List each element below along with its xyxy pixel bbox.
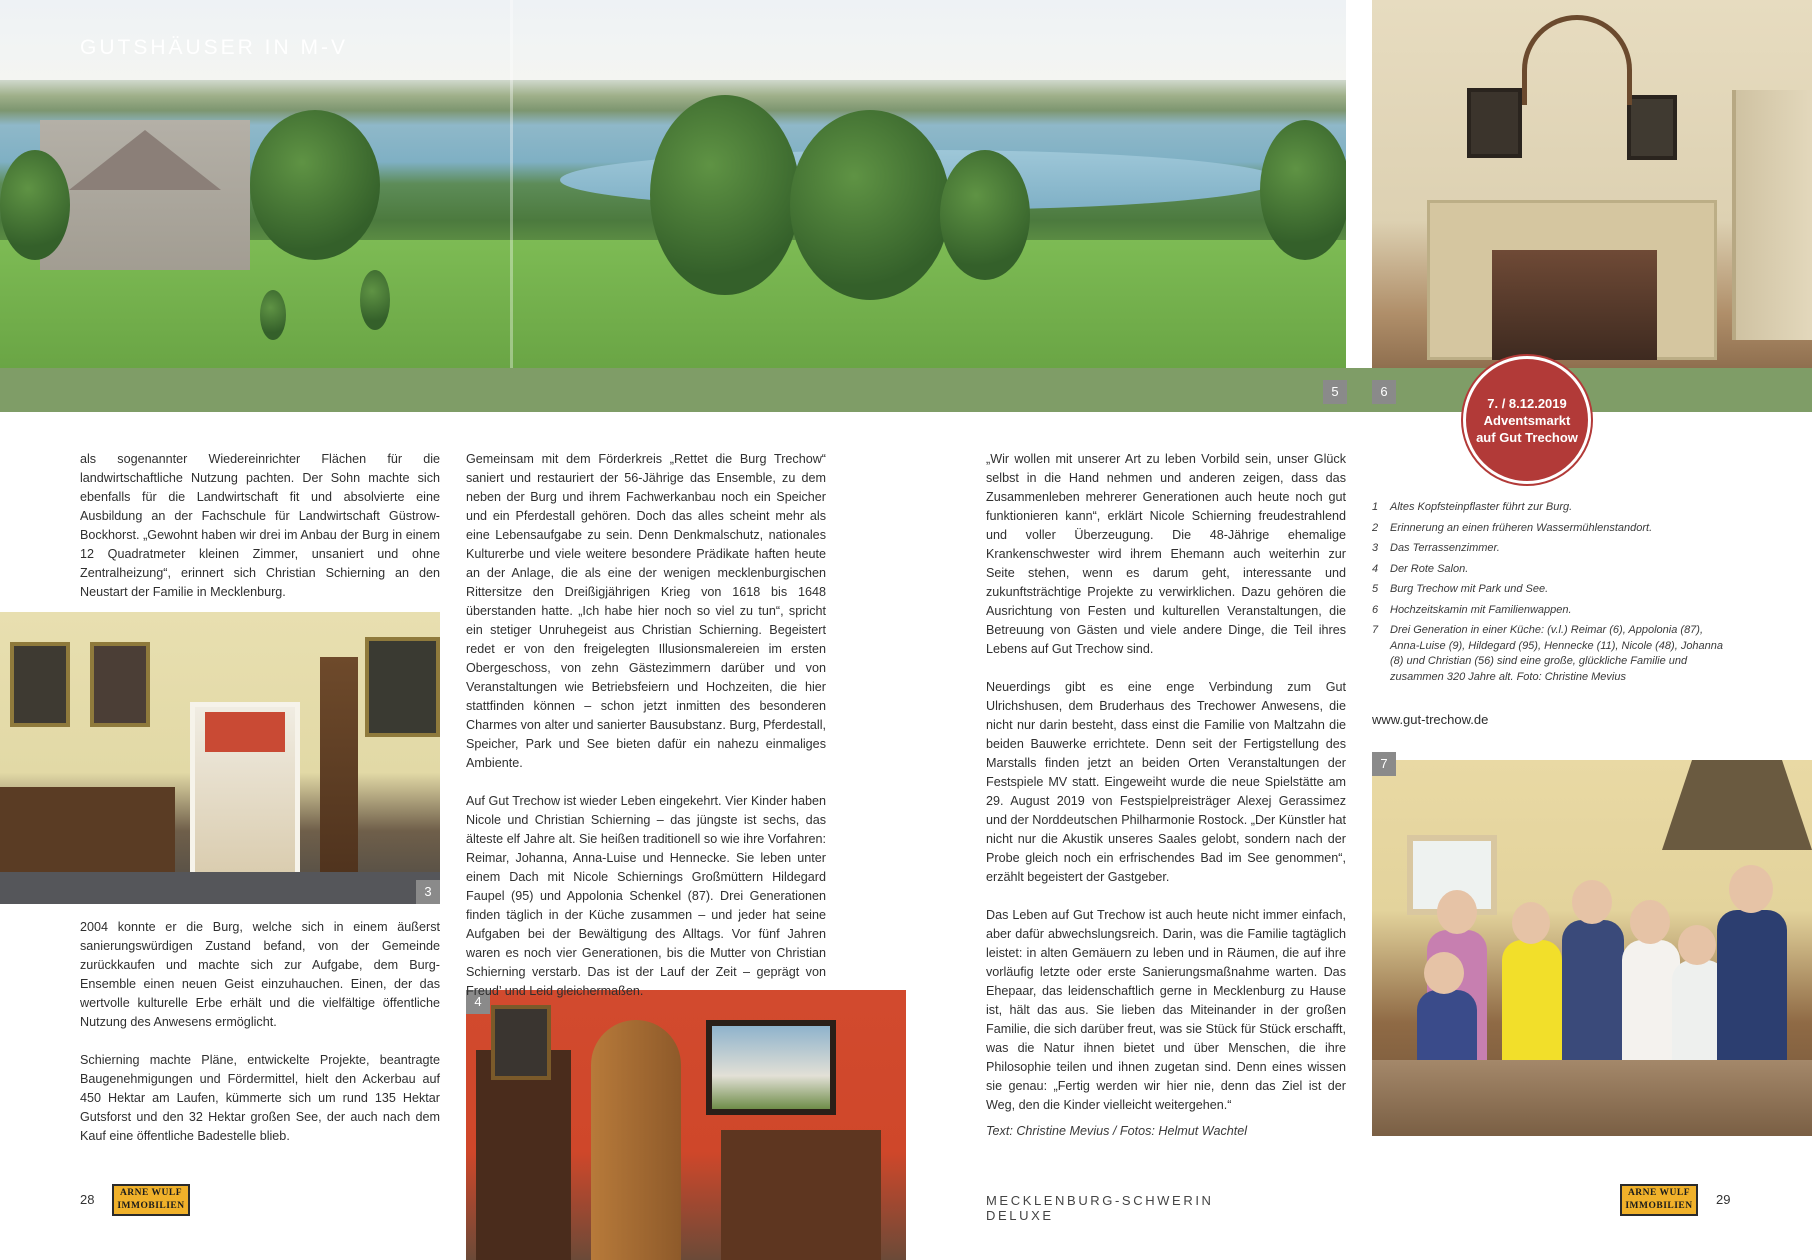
photo-gap bbox=[1346, 0, 1372, 368]
paragraph: „Wir wollen mit unserer Art zu leben Vorbild sein, unser Glück selbst in die Hand nehmen und anderen zeigen, dass das Zusammenleben mehrerer Generationen auch heute noch gut funktionieren kann“, erklärt Nicole Schierning freudestrahlend und voller Überzeugung. Die 48-Jährige ehemalige Krankenschwester wird ihrem Ehemann auch weiterhin zur Seite stehen, wenn es darum geht, interessante und zukunftsträchtige Projekte zu verwirklichen. Dazu gehören die Ausrichtung von Festen und kulturellen Veranstaltungen, die Betreuung von Gästen und viele andere Dinge, die Teil ihres Lebens auf Gut Trechow sind. bbox=[986, 452, 1346, 656]
portrait bbox=[365, 637, 440, 737]
caption-item: 2 Erinnerung an einen früheren Wassermühlenstandort. bbox=[1372, 521, 1653, 534]
photo-credit: Text: Christine Mevius / Fotos: Helmut Wachtel bbox=[986, 1124, 1248, 1138]
carpet bbox=[0, 872, 440, 904]
person bbox=[1562, 920, 1624, 1070]
tree bbox=[260, 290, 286, 340]
sideboard bbox=[0, 787, 175, 877]
person bbox=[1417, 990, 1477, 1070]
person bbox=[1717, 910, 1787, 1070]
photo-number-5: 5 bbox=[1323, 380, 1347, 404]
page-number-left: 28 bbox=[80, 1192, 95, 1207]
arne-wulf-logo-right: ARNE WULF IMMOBILIEN bbox=[1620, 1184, 1698, 1216]
column-1-top bbox=[80, 450, 440, 602]
range-hood bbox=[1662, 760, 1812, 850]
photo-captions bbox=[1372, 500, 1732, 690]
arne-wulf-logo-left: ARNE WULF IMMOBILIEN bbox=[112, 1184, 190, 1216]
tree bbox=[1260, 120, 1346, 260]
fireplace-photo bbox=[1372, 0, 1812, 368]
section-title: GUTSHÄUSER IN M-V bbox=[80, 36, 349, 59]
grandfather-clock bbox=[320, 657, 358, 887]
tree bbox=[650, 95, 800, 295]
corner-cabinet bbox=[591, 1020, 681, 1260]
magazine-title: MECKLENBURG-SCHWERIN DELUXE bbox=[986, 1193, 1214, 1223]
photo-number-6: 6 bbox=[1372, 380, 1396, 404]
antlers bbox=[1522, 15, 1632, 105]
kitchen-family-photo bbox=[1372, 760, 1812, 1136]
tree bbox=[360, 270, 390, 330]
caption-item: 6 Hochzeitskamin mit Familienwappen. bbox=[1372, 603, 1572, 616]
red-salon-photo bbox=[466, 990, 906, 1260]
head bbox=[1729, 865, 1773, 913]
badge-line2: auf Gut Trechow bbox=[1476, 429, 1578, 445]
head bbox=[1424, 952, 1464, 994]
head bbox=[1630, 900, 1670, 944]
tree bbox=[790, 110, 950, 300]
caption-item: 7 Drei Generation in einer Küche: (v.l.) Reimar (6), Appolonia (87), Anna-Luise (9), Hildegard (95), Hennecke (11), Nicole (48), Johanna (8) und Christian (56) sind eine große, glückliche Familie und zusammen 320 Jahre alt. Foto: Christine Mevius bbox=[1372, 624, 1724, 683]
portrait bbox=[1627, 95, 1677, 160]
column-2 bbox=[466, 450, 826, 1001]
cabinet bbox=[476, 1050, 571, 1260]
event-badge bbox=[1463, 356, 1591, 484]
tree bbox=[940, 150, 1030, 280]
badge-date: 7. / 8.12.2019 bbox=[1487, 395, 1567, 411]
door bbox=[1732, 90, 1812, 340]
salon-photo bbox=[0, 612, 440, 904]
paragraph: als sogenannter Wiedereinrichter Flächen für die landwirtschaftliche Nutzung pachten. Der Sohn machte sich ebenfalls für die Landwirtschaft fit und absolvierte eine Ausbildung an der Fachschule für Landwirtschaft Güstrow-Bockhorst. „Gewohnt haben wir drei im Anbau der Burg in einem 12 Quadratmeter kleinen Zimmer, unsaniert und ohne Zentralheizung“, erinnert sich Christian Schierning an den Neustart der Familie in Mecklenburg. bbox=[80, 452, 440, 599]
head bbox=[1572, 880, 1612, 924]
paragraph: Schierning machte Pläne, entwickelte Projekte, beantragte Baugenehmigungen und Fördermittel, hielt den Ackerbau auf 450 Hektar am Laufen, kümmerte sich um rund 135 Hektar Gutsforst und den 32 Hektar großen See, der auch nach dem Kauf eine öffentliche Badestelle blieb. bbox=[80, 1053, 440, 1143]
paragraph: Das Leben auf Gut Trechow ist auch heute nicht immer einfach, aber dafür abwechslungsreich. Darin, was die Familie tagtäglich leistet: in alten Gemäuern zu leben und in Räumen, die auf ihre vorläufig letzte oder erste Sanierungsmaßnahme warten. Das Ehepaar, das leidenschaftlich gerne in Mecklenburg zu Hause ist, hält das aus. Sie lieben das Miteinander in der großen Familie, die sich darüber freut, was sie Stück für Stück erschafft, was die Natur ihnen bietet und über Menschen, die ihre Philosophie teilen und ihnen zugetan sind. Denn eines wissen sie genau: „Fertig werden wir hier nie, denn das Ziel ist der Weg, den die Kinder vielleicht weitergehen.“ bbox=[986, 908, 1346, 1112]
head bbox=[1678, 925, 1716, 965]
fireplace-opening bbox=[1492, 250, 1657, 360]
photo-divider bbox=[510, 0, 513, 368]
head bbox=[1512, 902, 1550, 944]
paragraph: Gemeinsam mit dem Förderkreis „Rettet die Burg Trechow“ saniert und restauriert der 56-Jährige das Ensemble, zu dem neben der Burg und ihrem Fachwerkanbau noch ein Speicher und ein Pferdestall gehören. Doch das alles scheint mehr als eine Lebensaufgabe zu sein. Denn Denkmalschutz, nationales Kulturerbe und viele weitere besondere Prädikate haften heute an der Anlage, die als eine der wenigen mecklenburgischen Rittersitze den Dreißigjährigen Krieg von 1618 bis 1648 überstanden hatte. „Ich habe hier noch so viel zu tun“, spricht ein stetiger Unruhegeist aus Christian Schierning. Begeistert redet er von den freigelegten Illusionsmalereien im ersten Obergeschoss, von zehn Gästezimmern darüber und von Veranstaltungen wie Betriebsfeiern und Hochzeiten, die hier stattfinden können – schon jetzt inmitten des besonderen Charmes von alter und sanierter Bausubstanz. Burg, Pferdestall, Speicher, Park und See bieten dafür ein nahezu einmaliges Ambiente. bbox=[466, 452, 826, 770]
photo-number-7: 7 bbox=[1372, 752, 1396, 776]
badge-line1: Adventsmarkt bbox=[1483, 412, 1571, 428]
portrait bbox=[491, 1005, 551, 1080]
kitchen-table bbox=[1372, 1060, 1812, 1136]
caption-item: 3 Das Terrassenzimmer. bbox=[1372, 542, 1500, 554]
photo-number-3: 3 bbox=[416, 880, 440, 904]
page-number-right: 29 bbox=[1716, 1192, 1731, 1207]
sideboard bbox=[721, 1130, 881, 1260]
photo-number-4: 4 bbox=[466, 990, 490, 1014]
paragraph: 2004 konnte er die Burg, welche sich in einem äußerst sanierungswürdigen Zustand befand, von der Gemeinde zurückkaufen und machte sich zur Aufgabe, dem Burg-Ensemble einen neuen Geist einzuhauchen. Einen, der das wertvolle kulturelle Erbe erhält und die vielfältige öffentliche Nutzung des Anwesens ermöglicht. bbox=[80, 920, 440, 1029]
tree bbox=[0, 150, 70, 260]
painting bbox=[706, 1020, 836, 1115]
portrait bbox=[10, 642, 70, 727]
paragraph: Neuerdings gibt es eine enge Verbindung zum Gut Ulrichshusen, dem Bruderhaus des Trechower Anwesens, die nicht nur darin besteht, dass einst die Familie von Maltzahn die beiden Bauwerke errichtete. Denn seit der Fertigstellung des Marstalls finden jetzt an beiden Orten Veranstaltungen der Festspiele MV statt. Eingeweiht wurde die neue Spielstätte am 29. August 2019 von Festspielpreisträger Alexej Gerassimez und der Norddeutschen Philharmonie Rostock. „Der Künstler hat nicht nur die Akustik unseres Saales gelobt, sondern nach der Probe gleich noch ein erfrischendes Bad im See genommen“, erzählt begeistert der Gastgeber. bbox=[986, 680, 1346, 884]
portrait bbox=[90, 642, 150, 727]
tree bbox=[250, 110, 380, 260]
column-3 bbox=[986, 450, 1346, 1115]
paragraph: Auf Gut Trechow ist wieder Leben eingekehrt. Vier Kinder haben Nicole und Christian Schierning – das jüngste ist sechs, das älteste elf Jahre alt. Sie heißen traditionell so wie ihre Vorfahren: Reimar, Johanna, Anna-Luise und Hennecke. Sie leben unter einem Dach mit Nicole Schiernings Großmüttern Hildegard Faupel (95) und Appolonia Schenkel (87). Drei Generationen finden täglich in der Küche zusammen – und jeder hat seine Aufgaben bei der Bewältigung des Alltags. Vor fünf Jahren waren es noch vier Generationen, bis die Mutter von Christian Schierning verstarb. Das ist der Lauf der Zeit – geprägt von Freud’ und Leid gleichermaßen. bbox=[466, 794, 826, 998]
website-link[interactable]: www.gut-trechow.de bbox=[1372, 712, 1489, 727]
portrait bbox=[1467, 88, 1522, 158]
inner-room bbox=[205, 712, 285, 752]
column-1-bottom bbox=[80, 918, 440, 1146]
person bbox=[1502, 940, 1562, 1070]
caption-item: 5 Burg Trechow mit Park und See. bbox=[1372, 583, 1549, 595]
caption-item: 1 Altes Kopfsteinpflaster führt zur Burg. bbox=[1372, 501, 1573, 513]
head bbox=[1437, 890, 1477, 934]
caption-item: 4 Der Rote Salon. bbox=[1372, 562, 1469, 575]
